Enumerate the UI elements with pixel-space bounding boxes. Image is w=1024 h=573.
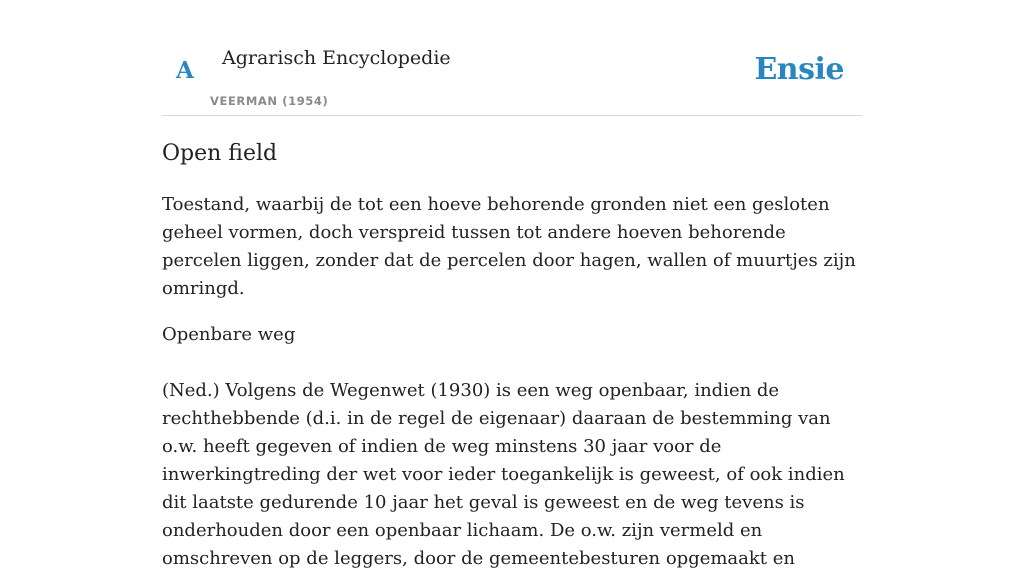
next-entry-body: (Ned.) Volgens de Wegenwet (1930) is een weg openbaar, indien de rechthebbende (d.i. in de regel de eigenaar) daaraan de bestemming van o.w. heeft gegeven of indien de weg minstens 30 jaar voor de inwerkingtreding der wet voor ieder toegankelijk is geweest, of ook indien dit laatste gedurende 10 jaar het geval is geweest en de weg tevens is onderhouden door een openbaar lichaam. De o.w. zijn vermeld en omschreven op de leggers, door de gemeentebesturen opgemaakt en xyxy=(162,380,845,569)
entry-body: Toestand, waarbij de tot een hoeve behorende gronden niet een gesloten geheel vormen, doch verspreid tussen tot andere hoeven behorende percelen liggen, zonder dat de percelen door hagen, wallen of muurtjes zijn omringd. xyxy=(162,194,856,299)
entry-content xyxy=(162,138,862,573)
encyclopedia-author-year: VEERMAN (1954) xyxy=(210,94,329,108)
page-header xyxy=(162,0,862,116)
encyclopedia-letter-link[interactable]: A xyxy=(176,57,194,84)
entry-title: Open field xyxy=(162,141,278,166)
encyclopedia-title-link[interactable]: Agrarisch Encyclopedie xyxy=(222,47,451,69)
next-entry-title: Openbare weg xyxy=(162,324,296,345)
ensie-logo-link[interactable]: Ensie xyxy=(754,52,844,87)
